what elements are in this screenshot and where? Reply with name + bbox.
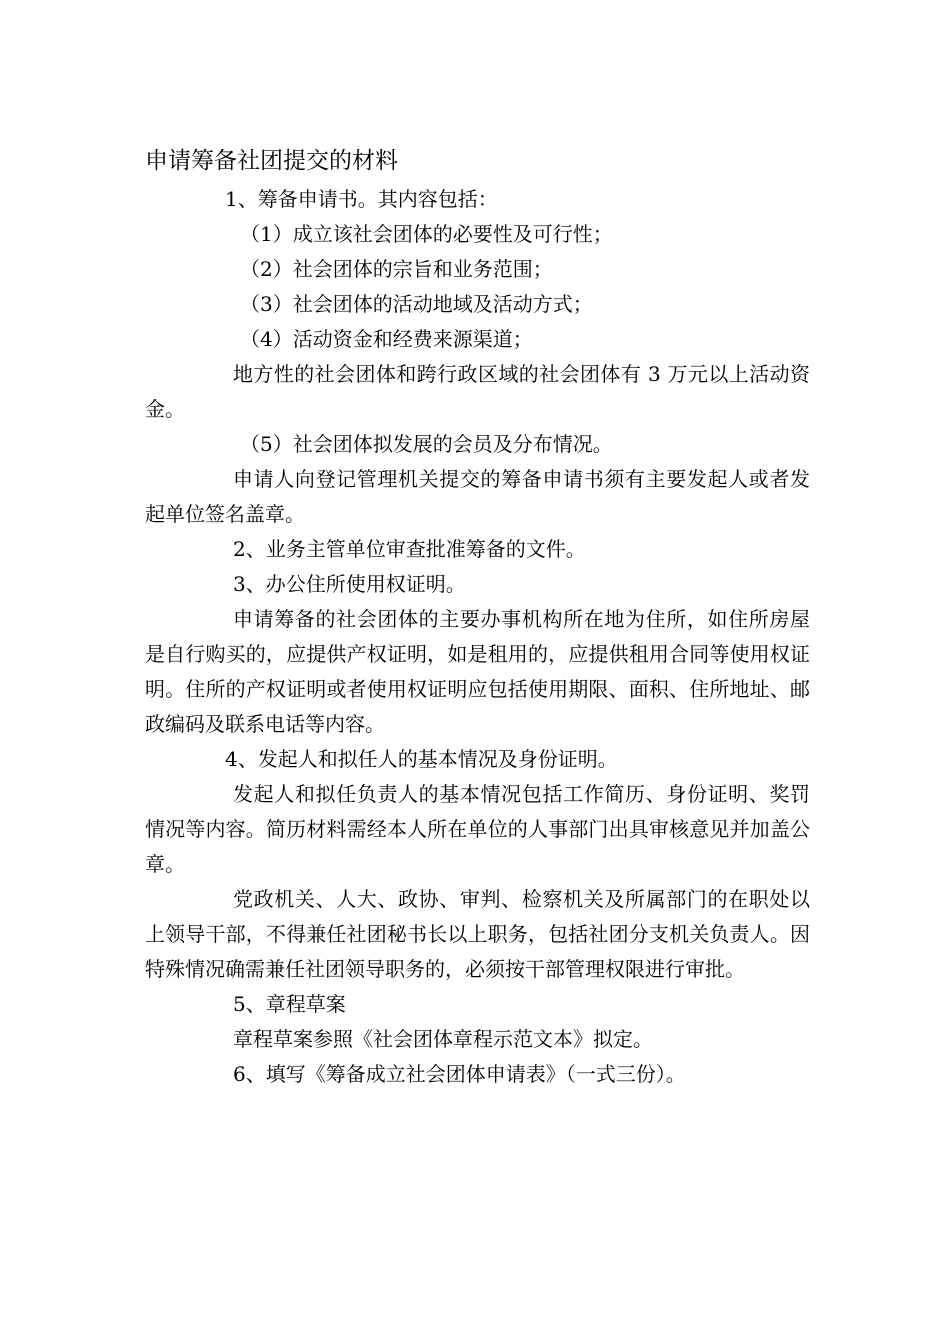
paragraph: 章程草案参照《社会团体章程示范文本》拟定。 xyxy=(233,1027,653,1051)
document-title: 申请筹备社团提交的材料 xyxy=(145,148,398,174)
paragraph: 发起人和拟任负责人的基本情况包括工作简历、身份证明、奖罚情况等内容。简历材料需经本人所在单位的人事部门出具审核意见并加盖公章。 xyxy=(145,782,810,876)
paragraph: 5、章程草案 xyxy=(233,992,346,1016)
document-body xyxy=(145,182,810,1092)
paragraph: 地方性的社会团体和跨行政区域的社会团体有 3 万元以上活动资金。 xyxy=(145,362,810,421)
paragraph: 1、筹备申请书。其内容包括： xyxy=(225,187,498,211)
paragraph: （2）社会团体的宗旨和业务范围； xyxy=(240,257,553,281)
paragraph: （1）成立该社会团体的必要性及可行性； xyxy=(240,222,613,246)
paragraph: 申请人向登记管理机关提交的筹备申请书须有主要发起人或者发起单位签名盖章。 xyxy=(145,467,810,526)
paragraph: （3）社会团体的活动地域及活动方式； xyxy=(240,292,593,316)
paragraph: （5）社会团体拟发展的会员及分布情况。 xyxy=(240,432,613,456)
paragraph: 4、发起人和拟任人的基本情况及身份证明。 xyxy=(225,747,618,771)
paragraph: 3、办公住所使用权证明。 xyxy=(233,572,466,596)
paragraph: 2、业务主管单位审查批准筹备的文件。 xyxy=(233,537,586,561)
paragraph: 党政机关、人大、政协、审判、检察机关及所属部门的在职处以上领导干部，不得兼任社团秘书长以上职务，包括社团分支机关负责人。因特殊情况确需兼任社团领导职务的，必须按干部管理权限进行审批。 xyxy=(145,887,810,981)
document-content xyxy=(145,140,810,1092)
paragraph: 申请筹备的社会团体的主要办事机构所在地为住所，如住所房屋是自行购买的，应提供产权证明，如是租用的，应提供租用合同等使用权证明。住所的产权证明或者使用权证明应包括使用期限、面积、住所地址、邮政编码及联系电话等内容。 xyxy=(145,607,810,736)
paragraph: 6、填写《筹备成立社会团体申请表》（一式三份）。 xyxy=(233,1062,686,1086)
paragraph: （4）活动资金和经费来源渠道； xyxy=(240,327,533,351)
